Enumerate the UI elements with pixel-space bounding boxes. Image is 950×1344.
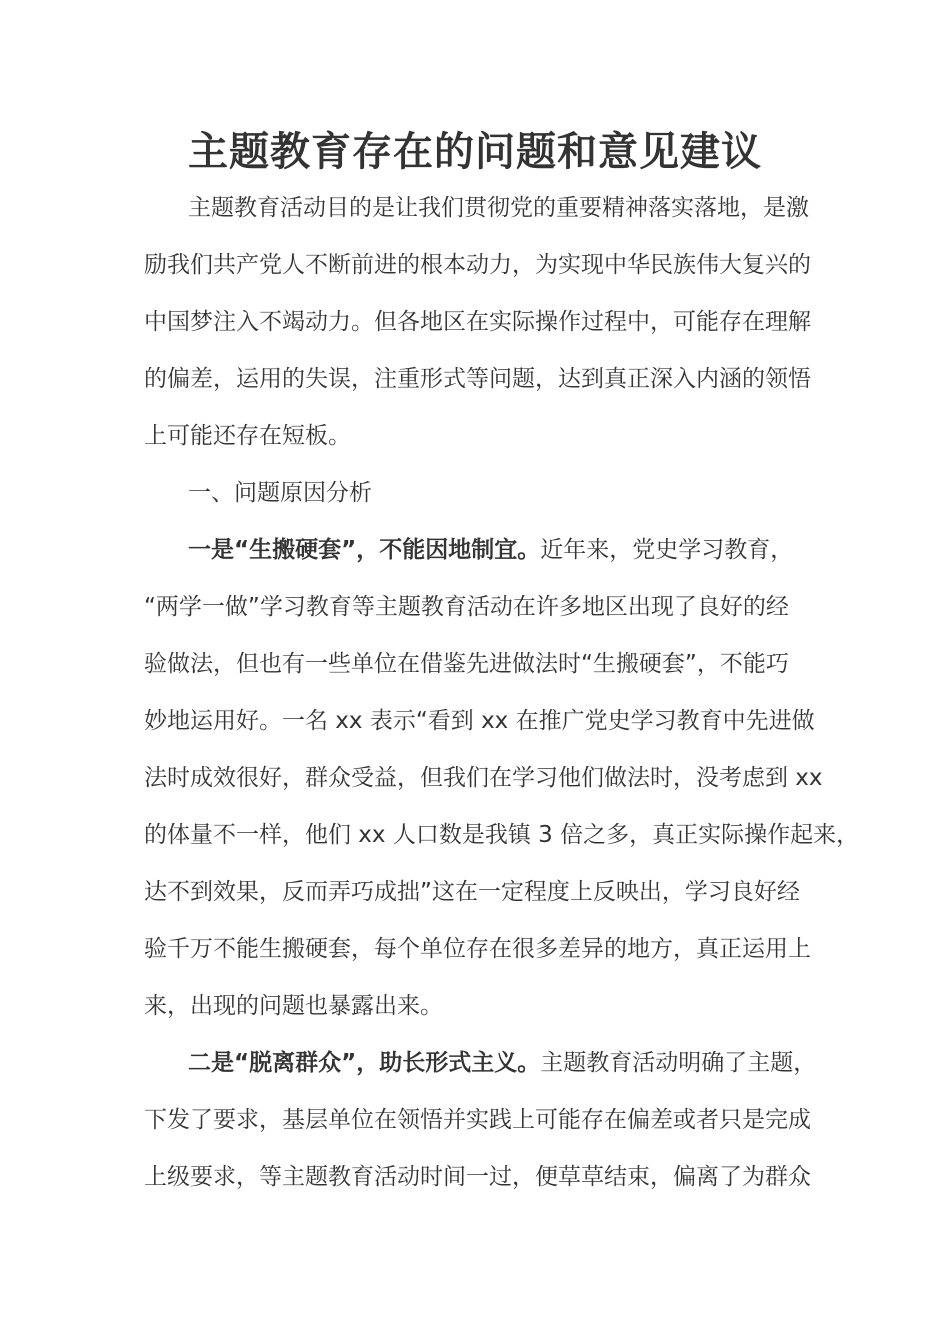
document-body	[144, 180, 860, 1206]
paragraph-line: 验千万不能生搬硬套，每个单位存在很多差异的地方，真正运用上	[144, 936, 811, 962]
paragraph-line: 法时成效很好，群众受益，但我们在学习他们做法时，没考虑到 xx	[144, 765, 823, 791]
paragraph-line: 的偏差，运用的失误，注重形式等问题，达到真正深入内涵的领悟	[144, 366, 811, 392]
paragraph-line: 达不到效果，反而弄巧成拙”这在一定程度上反映出，学习良好经	[144, 879, 800, 905]
paragraph-line: 下发了要求，基层单位在领悟并实践上可能存在偏差或者只是完成	[144, 1107, 811, 1133]
point-one-heading: 一是“生搬硬套”，不能因地制宜。	[188, 537, 541, 563]
paragraph-line: 中国梦注入不竭动力。但各地区在实际操作过程中，可能存在理解	[144, 309, 811, 335]
paragraph-line: 验做法，但也有一些单位在借鉴先进做法时“生搬硬套”，不能巧	[144, 651, 789, 677]
point-two-first-line	[144, 1035, 817, 1092]
paragraph-line: “两学一做”学习教育等主题教育活动在许多地区出现了良好的经	[144, 594, 789, 620]
paragraph-line: 主题教育活动目的是让我们贯彻党的重要精神落实落地，是激	[188, 195, 809, 221]
point-one-text: 近年来，党史学习教育，	[540, 537, 794, 563]
point-two-heading: 二是“脱离群众”，助长形式主义。	[188, 1050, 541, 1076]
point-two-text: 主题教育活动明确了主题，	[540, 1050, 817, 1076]
paragraph-line: 励我们共产党人不断前进的根本动力，为实现中华民族伟大复兴的	[144, 252, 811, 278]
paragraph-line: 妙地运用好。一名 xx 表示“看到 xx 在推广党史学习教育中先进做	[144, 708, 815, 734]
paragraph-line: 上级要求，等主题教育活动时间一过，便草草结束，偏离了为群众	[144, 1164, 811, 1190]
document-title: 主题教育存在的问题和意见建议	[188, 129, 762, 175]
point-one-first-line	[144, 522, 806, 579]
paragraph-line: 上可能还存在短板。	[144, 423, 351, 449]
paragraph-line: 来，出现的问题也暴露出来。	[144, 993, 443, 1019]
section-heading: 一、问题原因分析	[188, 480, 372, 506]
paragraph-line: 的体量不一样，他们 xx 人口数是我镇 3 倍之多，真正实际操作起来，	[144, 822, 860, 848]
